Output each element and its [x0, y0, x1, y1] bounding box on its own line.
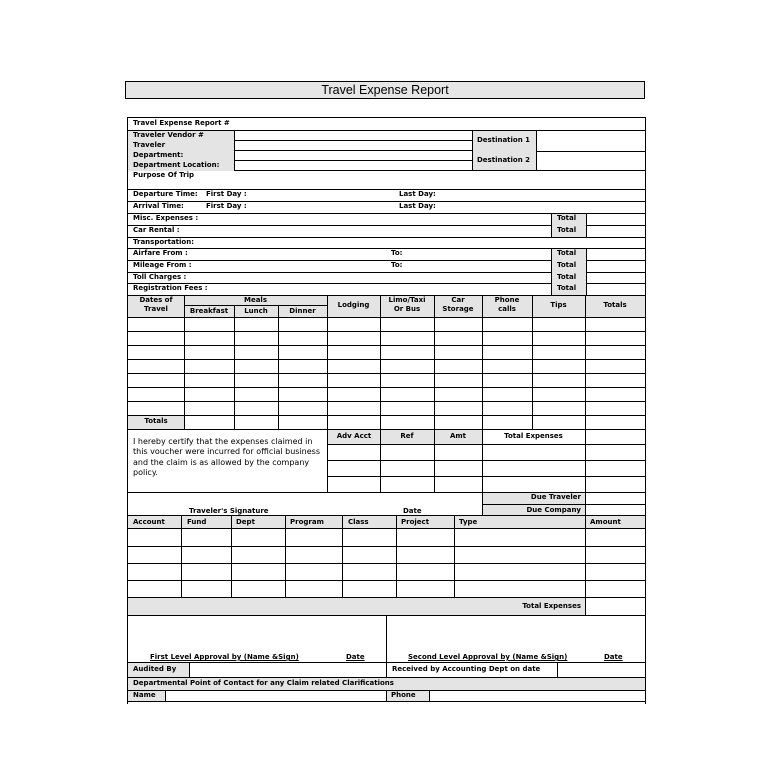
contact-name-field[interactable]	[166, 691, 385, 701]
fund-header: Fund	[187, 518, 207, 526]
car-rental-total-label: Total	[557, 226, 577, 234]
amt-header: Amt	[449, 432, 467, 440]
contact-name-label: Name	[133, 691, 156, 699]
lodging-header: Lodging	[337, 301, 370, 309]
airfare-total-label: Total	[557, 249, 577, 257]
signature-date-label: Date	[403, 507, 422, 515]
misc-expenses-label: Misc. Expenses :	[133, 214, 199, 222]
car-storage-header-1: Car	[451, 296, 465, 304]
total-expenses-header: Total Expenses	[504, 432, 563, 440]
traveler-signature-label: Traveler's Signature	[189, 507, 269, 515]
lunch-header: Lunch	[244, 307, 268, 315]
amount-header: Amount	[590, 518, 621, 526]
first-approval-label: First Level Approval by (Name &Sign)	[150, 653, 299, 661]
totals-header: Totals	[603, 301, 627, 309]
mileage-total-label: Total	[557, 261, 577, 269]
vendor-label: Traveler Vendor #	[133, 131, 204, 139]
limo-header-1: Limo/Taxi	[388, 296, 426, 304]
dates-travel-header-2: Travel	[144, 305, 168, 313]
received-date-field[interactable]	[558, 663, 644, 677]
vendor-field[interactable]	[235, 131, 472, 140]
limo-header-2: Or Bus	[393, 305, 421, 313]
meals-header: Meals	[243, 296, 267, 304]
class-header: Class	[348, 518, 369, 526]
program-header: Program	[290, 518, 324, 526]
contact-label: Departmental Point of Contact for any Claim related Clarifications	[133, 679, 394, 687]
toll-total-label: Total	[557, 273, 577, 281]
departure-label: Departure Time:	[133, 190, 198, 198]
registration-label: Registration Fees :	[133, 284, 208, 292]
totals-row-label: Totals	[144, 417, 168, 425]
arrival-first-day-label: First Day :	[206, 202, 247, 210]
dept-location-field[interactable]	[235, 161, 472, 170]
certification-text: I hereby certify that the expenses claimed in this voucher were incurred for official business and the claim is as allowed by the company policy.	[133, 437, 320, 477]
dept-header: Dept	[236, 518, 255, 526]
phone-header-1: Phone	[494, 296, 520, 304]
car-storage-header-2: Storage	[442, 305, 474, 313]
received-by-label: Received by Accounting Dept on date	[392, 665, 541, 673]
ref-header: Ref	[400, 432, 414, 440]
airfare-label: Airfare From :	[133, 249, 188, 257]
type-header: Type	[459, 518, 478, 526]
arrival-last-day-label: Last Day:	[399, 202, 436, 210]
phone-header-2: calls	[498, 305, 516, 313]
audited-by-label: Audited By	[133, 665, 177, 673]
arrival-label: Arrival Time:	[133, 202, 184, 210]
first-approval-date-label: Date	[346, 653, 365, 661]
departure-last-day-label: Last Day:	[399, 190, 436, 198]
registration-total-label: Total	[557, 284, 577, 292]
destination2-label: Destination 2	[477, 156, 531, 164]
toll-label: Toll Charges :	[133, 273, 187, 281]
dinner-header: Dinner	[289, 307, 316, 315]
departure-first-day-label: First Day :	[206, 190, 247, 198]
purpose-label: Purpose Of Trip	[133, 171, 195, 179]
breakfast-header: Breakfast	[189, 307, 229, 315]
expense-form	[127, 117, 646, 704]
misc-total-label: Total	[557, 214, 577, 222]
department-label: Department:	[133, 151, 184, 159]
dates-travel-header-1: Dates of	[139, 296, 173, 304]
traveler-field[interactable]	[235, 141, 472, 150]
report-title: Travel Expense Report	[125, 81, 645, 99]
car-rental-label: Car Rental :	[133, 226, 180, 234]
mileage-to-label: To:	[391, 261, 403, 269]
accounting-total-label: Total Expenses	[522, 602, 581, 610]
audited-by-field[interactable]	[190, 663, 385, 677]
due-traveler-label: Due Traveler	[530, 493, 581, 501]
contact-phone-label: Phone	[391, 691, 416, 699]
airfare-to-label: To:	[391, 249, 403, 257]
traveler-label: Traveler	[133, 141, 166, 149]
account-header: Account	[133, 518, 165, 526]
report-number-label: Travel Expense Report #	[133, 119, 230, 127]
contact-phone-field[interactable]	[430, 691, 644, 701]
project-header: Project	[401, 518, 430, 526]
second-approval-label: Second Level Approval by (Name &Sign)	[408, 653, 568, 661]
tips-header: Tips	[550, 301, 567, 309]
destination1-field[interactable]	[537, 131, 644, 151]
department-field[interactable]	[235, 151, 472, 160]
dept-location-label: Department Location:	[133, 161, 220, 169]
transportation-label: Transportation:	[133, 238, 195, 246]
second-approval-date-label: Date	[604, 653, 623, 661]
destination1-label: Destination 1	[477, 136, 531, 144]
adv-acct-header: Adv Acct	[336, 432, 372, 440]
destination2-field[interactable]	[537, 152, 644, 170]
mileage-label: Mileage From :	[133, 261, 192, 269]
due-company-label: Due Company	[526, 506, 581, 514]
